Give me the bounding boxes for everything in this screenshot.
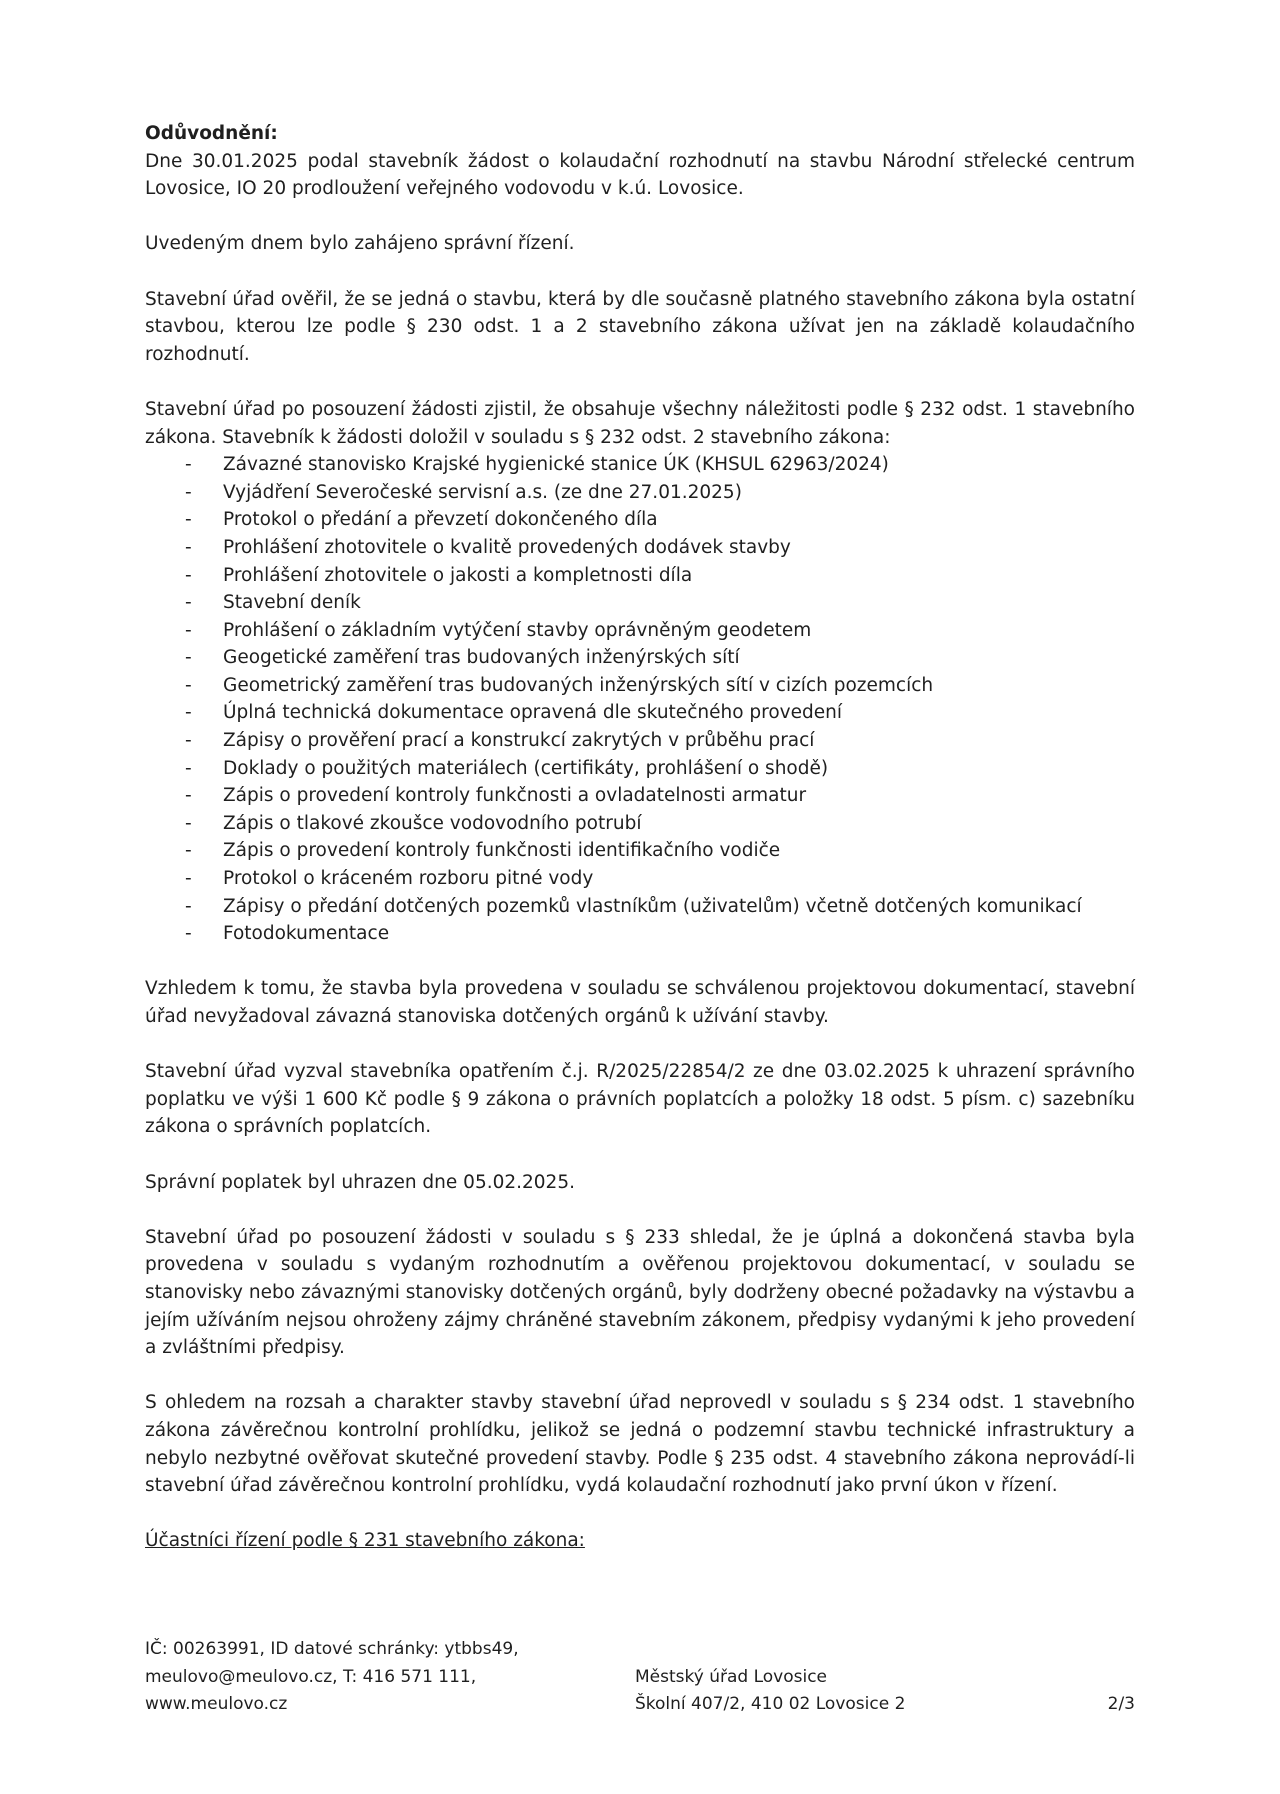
list-item	[145, 589, 1135, 617]
list-item-text: Geometrický zaměření tras budovaných inženýrských sítí v cizích pozemcích	[223, 674, 934, 696]
footer-office	[635, 1664, 965, 1719]
paragraph-application: Dne 30.01.2025 podal stavebník žádost o kolaudační rozhodnutí na stavbu Národní střelecké centrum Lovosice, IO 20 prodloužení veřejného vodovodu v k.ú. Lovosice.	[145, 150, 1135, 200]
documents-list	[145, 451, 1135, 948]
list-dash: -	[185, 454, 192, 476]
list-item	[145, 617, 1135, 645]
list-dash: -	[185, 757, 192, 779]
footer-email-phone: meulovo@meulovo.cz, T: 416 571 111,	[145, 1666, 477, 1687]
footer-ids: IČ: 00263991, ID datové schránky: ytbbs49,	[145, 1639, 519, 1659]
footer-office-address: Školní 407/2, 410 02 Lovosice 2	[635, 1694, 906, 1714]
list-item-text: Prohlášení zhotovitele o kvalitě provedených dodávek stavby	[223, 536, 791, 558]
list-item	[145, 755, 1135, 783]
footer-page-number-wrap	[1108, 1691, 1135, 1719]
list-item	[145, 893, 1135, 921]
list-dash: -	[185, 785, 192, 807]
paragraph-verification: Stavební úřad ověřil, že se jedná o stavbu, která by dle současně platného stavebního zákona byla ostatní stavbou, kterou lze podle § 230 odst. 1 a 2 stavebního zákona užívat jen na základě kolaudačního rozhodnutí.	[145, 288, 1135, 365]
paragraph-requirements: Stavební úřad po posouzení žádosti zjistil, že obsahuje všechny náležitosti podle § 232 odst. 1 stavebního zákona. Stavebník k žádosti doložil v souladu s § 232 odst. 2 stavebního zákona:	[145, 398, 1135, 448]
list-item-text: Zápis o provedení kontroly funkčnosti a ovladatelnosti armatur	[223, 785, 807, 807]
paragraph-assessment: Stavební úřad po posouzení žádosti v souladu s § 233 shledal, že je úplná a dokončená stavba byla provedena v souladu s vydaným rozhodnutím a ověřenou projektovou dokumentací, v souladu se stanovisky nebo závaznými stanovisky dotčených orgánů, byly dodrženy obecné požadavky na výstavbu a jejím užíváním nejsou ohroženy zájmy chráněné stavebním zákonem, předpisy vydanými k jeho provedení a zvláštními předpisy.	[145, 1226, 1135, 1359]
list-item-text: Fotodokumentace	[223, 923, 390, 945]
list-dash: -	[185, 730, 192, 752]
page-number: 2/3	[1107, 1694, 1135, 1714]
list-item	[145, 672, 1135, 700]
list-dash: -	[185, 895, 192, 917]
list-dash: -	[185, 923, 192, 945]
section-heading: Odůvodnění:	[145, 123, 278, 144]
footer-contacts	[145, 1636, 575, 1719]
list-dash: -	[185, 840, 192, 862]
list-dash: -	[185, 868, 192, 890]
document-body	[145, 120, 1135, 1555]
list-item-text: Stavební deník	[223, 592, 361, 614]
list-item-text: Prohlášení o základním vytýčení stavby oprávněným geodetem	[223, 619, 812, 641]
list-dash: -	[185, 619, 192, 641]
list-item-text: Zápisy o předání dotčených pozemků vlastníkům (uživatelům) včetně dotčených komunikací	[223, 895, 1082, 917]
list-item	[145, 837, 1135, 865]
paragraph-proceedings-start: Uvedeným dnem bylo zahájeno správní řízení.	[145, 233, 575, 255]
list-item-text: Protokol o kráceném rozboru pitné vody	[223, 868, 594, 890]
footer-office-name: Městský úřad Lovosice	[635, 1666, 828, 1687]
list-dash: -	[185, 702, 192, 724]
paragraph-design-compliance: Vzhledem k tomu, že stavba byla provedena v souladu se schválenou projektovou dokumentací, stavební úřad nevyžadoval závazná stanoviska dotčených orgánů k užívání stavby.	[145, 978, 1135, 1027]
list-item	[145, 451, 1135, 479]
list-dash: -	[185, 564, 192, 586]
list-dash: -	[185, 812, 192, 834]
list-item-text: Úplná technická dokumentace opravená dle skutečného provedení	[223, 702, 842, 724]
list-item	[145, 506, 1135, 534]
list-dash: -	[185, 509, 192, 531]
list-item-text: Protokol o předání a převzetí dokončeného díla	[223, 509, 658, 531]
list-item-text: Vyjádření Severočeské servisní a.s. (ze dne 27.01.2025)	[223, 481, 742, 503]
list-item	[145, 782, 1135, 810]
list-dash: -	[185, 647, 192, 669]
list-item-text: Prohlášení zhotovitele o jakosti a kompletnosti díla	[223, 564, 693, 586]
list-dash: -	[185, 536, 192, 558]
list-item-text: Zápis o provedení kontroly funkčnosti identifikačního vodiče	[223, 840, 781, 862]
list-item	[145, 920, 1135, 948]
list-item	[145, 699, 1135, 727]
list-item	[145, 865, 1135, 893]
list-item	[145, 810, 1135, 838]
list-dash: -	[185, 592, 192, 614]
list-item-text: Zápisy o prověření prací a konstrukcí zakrytých v průběhu prací	[223, 730, 815, 752]
paragraph-fee-request: Stavební úřad vyzval stavebníka opatřením č.j. R/2025/22854/2 ze dne 03.02.2025 k uhrazení správního poplatku ve výši 1 600 Kč podle § 9 zákona o právních poplatcích a položky 18 odst. 5 písm. c) sazebníku zákona o správních poplatcích.	[145, 1061, 1135, 1138]
paragraph-inspection: S ohledem na rozsah a charakter stavby stavební úřad neprovedl v souladu s § 234 odst. 1 stavebního zákona závěrečnou kontrolní prohlídku, jelikož se jedná o podzemní stavbu technické infrastruktury a nebylo nezbytné ověřovat skutečné provedení stavby. Podle § 235 odst. 4 stavebního zákona neprovádí-li stavební úřad závěrečnou kontrolní prohlídku, vydá kolaudační rozhodnutí jako první úkon v řízení.	[145, 1392, 1135, 1497]
footer-website: www.meulovo.cz	[145, 1694, 288, 1714]
participants-heading: Účastníci řízení podle § 231 stavebního zákona:	[145, 1530, 585, 1552]
list-item-text: Doklady o použitých materiálech (certifikáty, prohlášení o shodě)	[223, 757, 829, 779]
list-item	[145, 727, 1135, 755]
list-item	[145, 534, 1135, 562]
list-item-text: Závazné stanovisko Krajské hygienické stanice ÚK (KHSUL 62963/2024)	[223, 454, 889, 476]
list-item-text: Zápis o tlakové zkoušce vodovodního potrubí	[223, 812, 642, 834]
list-dash: -	[185, 674, 192, 696]
list-item	[145, 479, 1135, 507]
list-item-text: Geogetické zaměření tras budovaných inženýrských sítí	[223, 647, 740, 669]
paragraph-fee-paid: Správní poplatek byl uhrazen dne 05.02.2025.	[145, 1171, 575, 1193]
list-item	[145, 562, 1135, 590]
list-item	[145, 644, 1135, 672]
list-dash: -	[185, 481, 192, 503]
